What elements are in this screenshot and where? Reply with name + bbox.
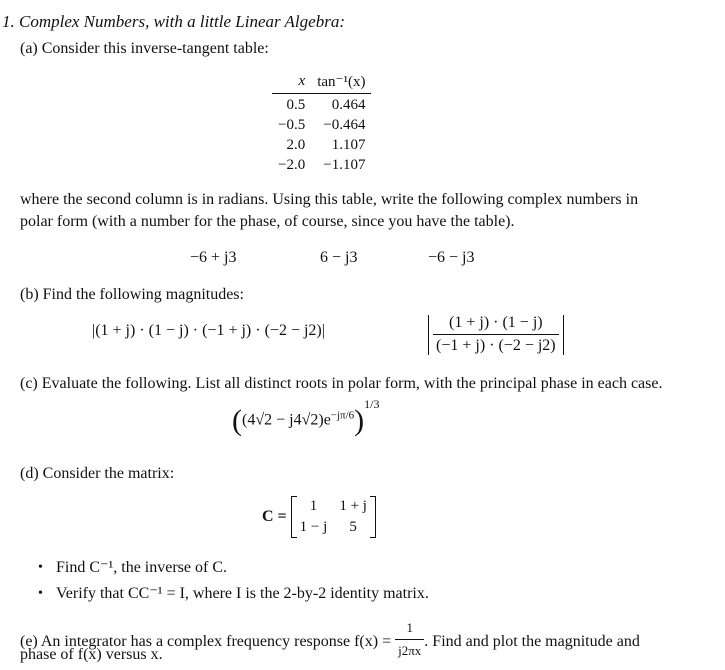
table-cell: −2.0	[278, 157, 306, 173]
table-row	[272, 114, 371, 134]
bullet-item-inverse: Find C⁻¹, the inverse of C.	[56, 559, 228, 576]
part-a-text-line1: where the second column is in radians. Using this table, write the following complex numbers in	[20, 191, 639, 208]
matrix-row	[294, 496, 373, 517]
part-c-intro: (c) Evaluate the following. List all distinct roots in polar form, with the principal phase in each case.	[20, 375, 663, 392]
table-row	[272, 134, 371, 154]
table-header-x: x	[272, 72, 311, 94]
part-e-line2: phase of f(x) versus x.	[20, 646, 163, 663]
matrix-cell: 1 − j	[299, 519, 328, 535]
matrix-brackets	[291, 496, 376, 538]
table-cell: 1.107	[331, 137, 366, 153]
magnitude-fraction	[433, 314, 559, 355]
part-a-intro: (a) Consider this inverse-tangent table:	[20, 40, 269, 57]
bullet-icon: •	[38, 560, 43, 575]
integrator-fraction	[395, 617, 424, 662]
problem-title: 1. Complex Numbers, with a little Linear Algebra:	[2, 12, 345, 31]
bullet-item-verify: Verify that CC⁻¹ = I, where I is the 2-by-2 identity matrix.	[56, 585, 429, 602]
part-e-text-post: . Find and plot the magnitude and	[424, 633, 640, 651]
matrix-label: C =	[262, 508, 287, 525]
matrix-cell: 1 + j	[339, 498, 367, 514]
fraction-denominator: j2πx	[398, 643, 422, 658]
part-b-intro: (b) Find the following magnitudes:	[20, 286, 244, 303]
table-cell: −1.107	[323, 157, 366, 173]
fraction-numerator: 1	[395, 617, 424, 640]
table-row	[272, 154, 371, 174]
table-cell: 0.464	[331, 97, 366, 113]
root-base: (4√2 − j4√2)e	[242, 411, 331, 429]
part-e-text-pre: (e) An integrator has a complex frequency response f(x) =	[20, 633, 392, 651]
fraction-denominator: (−1 + j) · (−2 − j2)	[436, 337, 556, 354]
matrix-cell: 1	[309, 498, 318, 514]
part-d-intro: (d) Consider the matrix:	[20, 465, 175, 482]
paren-left: (	[232, 404, 242, 437]
matrix-c	[262, 496, 376, 538]
bullet-icon: •	[38, 586, 43, 601]
matrix-row	[294, 517, 373, 538]
table-header-arctan: tan⁻¹(x)	[311, 72, 371, 94]
matrix-cell: 5	[349, 519, 357, 535]
table-cell: 0.5	[286, 97, 306, 113]
magnitude-expression-1: |(1 + j) · (1 − j) · (−1 + j) · (−2 − j2)|	[92, 322, 325, 339]
table-cell: −0.5	[278, 117, 306, 133]
root-exponent: −jπ/6	[330, 409, 355, 422]
complex-number-1: −6 + j3	[190, 249, 237, 266]
table-cell: −0.464	[323, 117, 366, 133]
part-a-text-line2: polar form (with a number for the phase, of course, since you have the table).	[20, 213, 515, 230]
magnitude-expression-2	[428, 314, 564, 355]
abs-bar-left	[428, 315, 429, 355]
root-expression	[232, 397, 380, 438]
fraction-numerator: (1 + j) · (1 − j)	[433, 314, 559, 335]
table-cell: 2.0	[286, 137, 306, 153]
abs-bar-right	[563, 315, 564, 355]
root-power: 1/3	[364, 397, 380, 412]
arctan-table	[272, 72, 371, 174]
table-row	[272, 94, 371, 115]
complex-number-2: 6 − j3	[320, 249, 358, 266]
complex-number-3: −6 − j3	[428, 249, 475, 266]
paren-right: )	[354, 404, 365, 437]
